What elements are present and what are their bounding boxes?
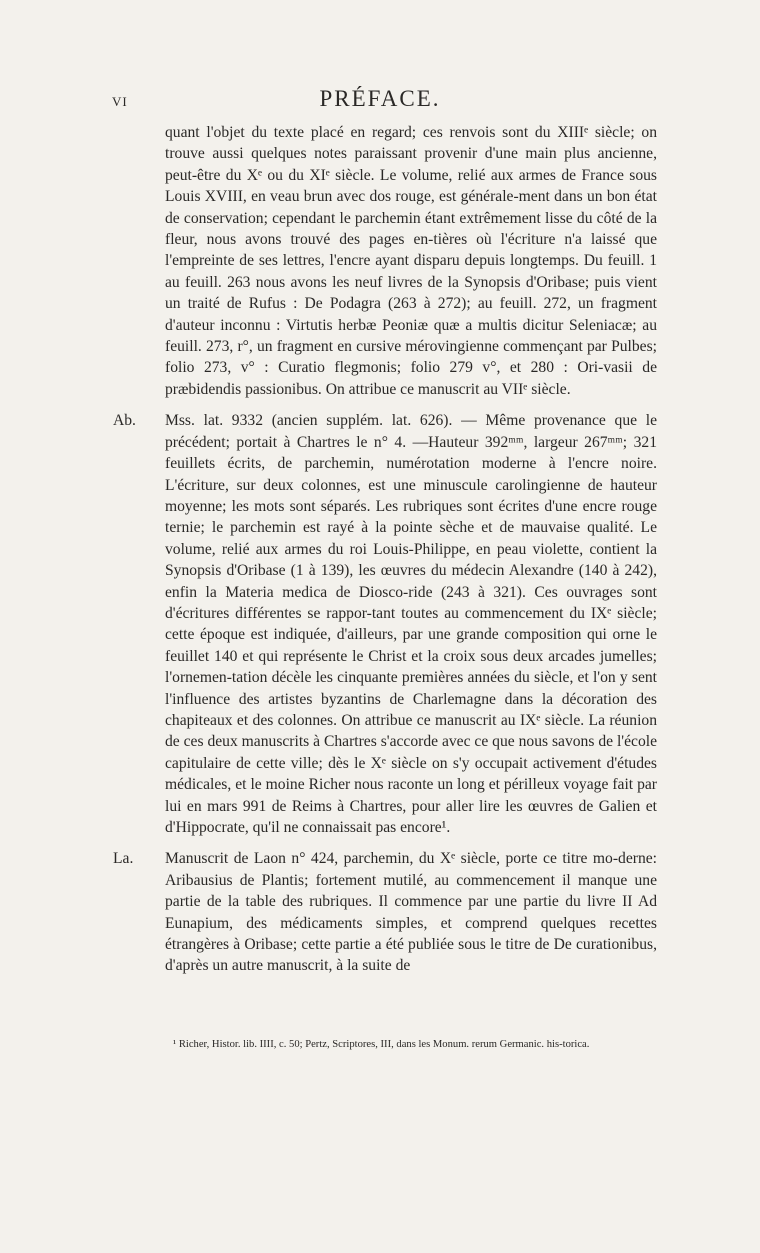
paragraph-text: quant l'objet du texte placé en regard; ces renvois sont du XIIIᵉ siècle; on trouve aussi quelques notes paraissant provenir d'une main plus ancienne, peut-être du Xᵉ ou du XIᵉ siècle. Le volume, relié aux armes de France sous Louis XVIII, en veau brun avec dos rouge, est générale-ment dans un bon état de conservation; cependant le parchemin étant extrêmement lisse du côté de la fleur, nous avons trouvé des pages en-tières où l'écriture n'a laissé que l'empreinte de ses lettres, l'encre ayant disparu depuis longtemps. Du feuill. 1 au feuill. 263 nous avons les neuf livres de la Synopsis d'Oribase; puis vient un traité de Rufus : De Podagra (263 à 272); au feuill. 272, un fragment d'auteur inconnu : Virtutis herbæ Peoniæ quæ a multis dicitur Seleniacæ; au feuill. 273, r°, un fragment en cursive mérovingienne commençant par Pulbes; folio 273, v° : Curatio flegmonis; folio 279 v°, et 280 : Ori-vasii de præbidendis passionibus. On attribue ce manuscrit au VIIᵉ siècle. — [165, 124, 657, 398]
footnote: ¹ Richer, Histor. lib. IIII, c. 50; Pertz, Scriptores, III, dans les Monum. rerum Germanic. his-torica. — [173, 1039, 590, 1050]
page-header — [0, 86, 760, 116]
margin-siglum-la: La. — [113, 850, 134, 868]
footnotes — [165, 1037, 657, 1052]
paragraph-text: Manuscrit de Laon n° 424, parchemin, du Xᵉ siècle, porte ce titre mo-derne: Aribausius de Plantis; fortement mutilé, au commencement il manque une partie de la table des rubriques. Il commence par une partie du livre II Ad Eunapium, des médicaments simples, et comprend quelques recettes étrangères à Oribase; cette partie a été publiée sous le titre de De curationibus, d'après un autre manuscrit, à la suite de — [165, 850, 657, 975]
folio-number: VI — [112, 94, 128, 109]
paragraph-text: Mss. lat. 9332 (ancien supplém. lat. 626). — Même provenance que le précédent; portait à Chartres le n° 4. —Hauteur 392ᵐᵐ, largeur 267ᵐᵐ; 321 feuillets écrits, de parchemin, numérotation moderne à l'encre noire. L'écriture, sur deux colonnes, est une minuscule carolingienne de hauteur moyenne; les mots sont séparés. Les rubriques sont écrites d'une encre rouge ternie; le parchemin est rayé à la pointe sèche et de mauvaise qualité. Le volume, relié aux armes du roi Louis-Philippe, en peau violette, contient la Synopsis d'Oribase (1 à 139), les œuvres du médecin Alexandre (140 à 242), enfin la Materia medica de Diosco-ride (243 à 321). Ces ouvrages sont d'écritures différentes se rappor-tant toutes au commencement du IXᵉ siècle; cette époque est indiquée, d'ailleurs, par une grande composition qui orne le feuillet 140 et qui représente le Christ et la croix sous deux arcades jumelles; l'ornemen-tation décèle les cinquante premières années du siècle, et l'on y sent l'influence des artistes byzantins de Charlemagne dans la décoration des chapiteaux et des colonnes. On attribue ce manuscrit au IXᵉ siècle. La réunion de ces deux manuscrits à Chartres s'accorde avec ce que nous savons de l'école capitulaire de cette ville; dès le Xᵉ siècle on s'y occupait activement d'études médicales, et le moine Richer nous raconte un long et périlleux voyage fait par lui en mars 991 de Reims à Chartres, pour aller lire les œuvres de Galien et d'Hippocrate, qu'il ne connaissait pas encore¹. — [165, 412, 657, 836]
paragraph-ab — [113, 410, 657, 838]
paragraph-continuation — [165, 122, 657, 400]
margin-siglum-ab: Ab. — [113, 412, 136, 430]
running-title: PRÉFACE. — [319, 86, 441, 111]
body-text — [113, 122, 657, 987]
paragraph-la — [113, 848, 657, 976]
